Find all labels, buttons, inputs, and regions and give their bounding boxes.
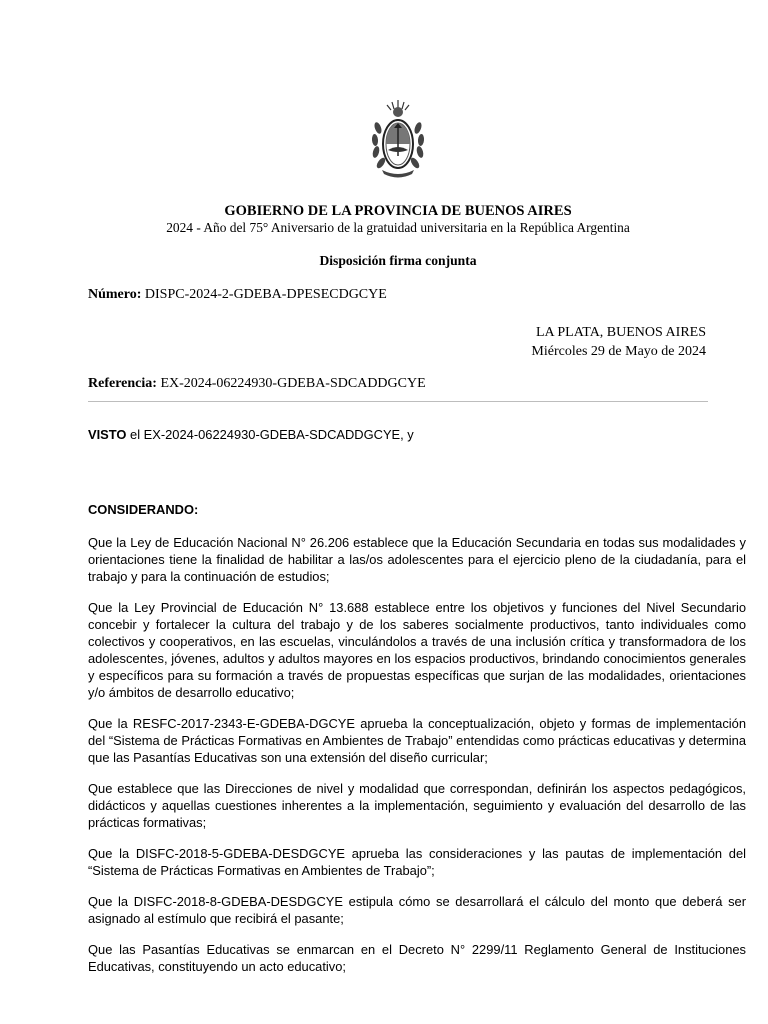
place: LA PLATA, BUENOS AIRES (535, 325, 706, 340)
year-motto: 2024 - Año del 75° Aniversario de la gratuidad universitaria en la República Argentina (166, 220, 630, 235)
paragraph: Que la DISFC-2018-8-GDEBA-DESDGCYE estipula cómo se desarrollará el cálculo del monto que deberá ser asignado al estímulo que recibirá el pasante; (88, 894, 746, 926)
paragraph: Que la RESFC-2017-2343-E-GDEBA-DGCYE aprueba la conceptualización, objeto y formas de implementación del “Sistema de Prácticas Formativas en Ambientes de Trabajo” entendidas como prácticas educativas y determina que las Pasantías Educativas son una extensión del diseño curricular; (88, 716, 746, 765)
government-title: GOBIERNO DE LA PROVINCIA DE BUENOS AIRES (224, 203, 572, 219)
divider (88, 401, 708, 402)
visto-label: VISTO (88, 427, 127, 442)
paragraph: Que la Ley Provincial de Educación N° 13.688 establece entre los objetivos y funciones del Nivel Secundario concebir y fortalecer la cultura del trabajo y de los saberes socialmente productivos, tanto individuales como colectivos y cooperativos, en las escuelas, vinculándolos a través de una inclusión crítica y transformadora de los adolescentes, jóvenes, adultos y adultos mayores en los espacios productivos, brindando conocimientos generales y específicos para su formación a través de propuestas específicas que surjan de las modalidades, orientaciones y/o ámbitos de desarrollo educativo; (88, 600, 746, 700)
visto-line (88, 426, 414, 443)
provincial-coat-of-arms-icon (368, 98, 428, 180)
reference-label: Referencia: (88, 376, 157, 391)
date: Miércoles 29 de Mayo de 2024 (531, 344, 706, 359)
visto-text: el EX-2024-06224930-GDEBA-SDCADDGCYE, y (126, 427, 414, 442)
paragraph: Que la DISFC-2018-5-GDEBA-DESDGCYE aprueba las consideraciones y las pautas de implementación del “Sistema de Prácticas Formativas en Ambientes de Trabajo”; (88, 846, 746, 878)
reference (88, 375, 426, 393)
document-number-label: Número: (88, 287, 142, 302)
paragraph: Que establece que las Direcciones de nivel y modalidad que correspondan, definirán los aspectos pedagógicos, didácticos y aquellas cuestiones inherentes a la implementación, seguimiento y evaluación del desarrollo de las prácticas formativas; (88, 781, 746, 830)
document-number-value: DISPC-2024-2-GDEBA-DPESECDGCYE (144, 287, 387, 302)
paragraph: Que las Pasantías Educativas se enmarcan en el Decreto N° 2299/11 Reglamento General de Instituciones Educativas, constituyendo un acto educativo; (88, 942, 746, 974)
considerando-heading: CONSIDERANDO: (88, 502, 199, 517)
document-type: Disposición firma conjunta (319, 253, 477, 268)
place-and-date (531, 323, 706, 361)
considerando-body (88, 534, 746, 989)
reference-value: EX-2024-06224930-GDEBA-SDCADDGCYE (160, 376, 426, 391)
paragraph: Que la Ley de Educación Nacional N° 26.206 establece que la Educación Secundaria en todas sus modalidades y orientaciones tiene la finalidad de habilitar a las/os adolescentes para el ejercicio pleno de la ciudadanía, para el trabajo y para la continuación de estudios; (88, 535, 746, 584)
document-number (88, 286, 387, 304)
